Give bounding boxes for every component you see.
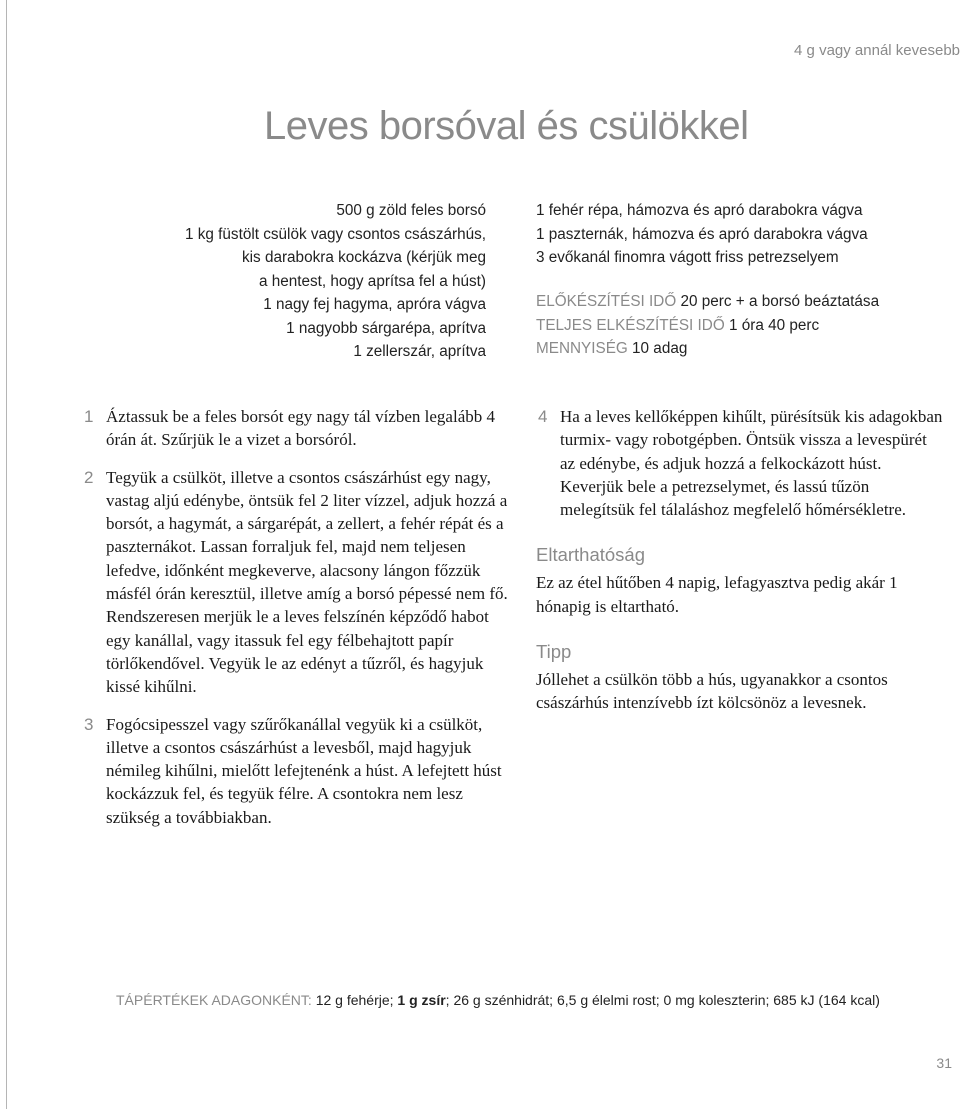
step-number: 4 <box>538 407 548 426</box>
tip-heading: Tipp <box>536 641 572 663</box>
nutrition-protein: 12 g fehérje; <box>315 992 394 1008</box>
yield <box>536 337 956 361</box>
recipe-meta <box>536 290 956 361</box>
tip-section <box>536 640 946 715</box>
storage-heading: Eltarthatóság <box>536 544 646 566</box>
ingredient-item: 1 paszternák, hámozva és apró darabokra vágva <box>536 225 868 243</box>
steps-column-right <box>536 405 946 715</box>
step-text: Ha a leves kellőképpen kihűlt, pürésítsük kis adagokban turmix- vagy robotgépben. Öntsük vissza a levespürét az edénybe, és adjuk hozzá a felkockázott húst. Keverjük bele a petrezselymet, és lassú tűzön melegítsük fel tálaláshoz megfelelő hőmérsékletre. <box>560 407 943 520</box>
yield-label: MENNYISÉG <box>536 340 628 357</box>
nutrition-info <box>116 992 880 1008</box>
ingredient-item: 500 g zöld feles borsó <box>336 202 486 219</box>
step-text: Fogócsipesszel vagy szűrőkanállal vegyük ki a csülköt, illetve a csontos császárhúst a levesből, majd hagyjuk némileg kihűlni, mielőtt lefejtenénk a húst. A lefejtett húst kockázzuk fel, és tegyük félre. A csontokra nem lesz szükség a továbbiakban. <box>106 714 502 827</box>
prep-time-value: 20 perc + a borsó beáztatása <box>680 293 880 310</box>
step-text: Áztassuk be a feles borsót egy nagy tál vízben legalább 4 órán át. Szűrjük le a vizet a borsóról. <box>106 407 495 450</box>
ingredient-item: a hentest, hogy aprítsa fel a húst) <box>258 272 486 290</box>
prep-time-label: ELŐKÉSZÍTÉSI IDŐ <box>536 293 677 310</box>
storage-text: Ez az étel hűtőben 4 napig, lefagyasztva pedig akár 1 hónapig is eltartható. <box>536 573 898 616</box>
total-time-value: 1 óra 40 perc <box>728 316 820 334</box>
prep-time <box>536 290 956 314</box>
ingredient-item: kis darabokra kockázva (kérjük meg <box>242 249 486 266</box>
step-text: Tegyük a csülköt, illetve a csontos császárhúst egy nagy, vastag aljú edénybe, öntsük fel 2 liter vízzel, adjuk hozzá a borsót, a hagymát, a sárgarépát, a zellert, a fehér répát és a paszternákot. Lassan forraljuk fel, majd nem teljesen lefedve, időnként megkeverve, alacsony lángon főzzük másfél órán keresztül, illetve amíg a borsó pépessé nem fő. Rendszeresen merjük le a leves felszínén képződő habot egy kanállal, vagy itassuk fel egy félbehajtott papír törlőkendővel. Vegyük le az edényt a tűzről, és hagyjuk kissé kihűlni. <box>106 467 508 697</box>
step-3 <box>82 713 512 829</box>
steps-column-left <box>82 405 512 843</box>
storage-section <box>536 543 946 618</box>
total-time <box>536 314 956 338</box>
ingredient-item: 1 kg füstölt csülök vagy csontos császárhús, <box>185 225 486 243</box>
ingredients-list-left <box>60 199 486 364</box>
ingredient-item: 1 fehér répa, hámozva és apró darabokra vágva <box>536 202 863 219</box>
ingredient-item: 1 zellerszár, aprítva <box>353 343 486 360</box>
ingredient-item: 1 nagyobb sárgarépa, aprítva <box>286 319 486 337</box>
ingredients-list-right <box>536 199 956 270</box>
step-number: 2 <box>84 467 94 487</box>
nutrition-fat: 1 g zsír <box>397 992 446 1008</box>
header-note: 4 g vagy annál kevesebb <box>794 42 960 59</box>
recipe-title: Leves borsóval és csülökkel <box>264 104 749 148</box>
step-1 <box>82 405 512 452</box>
ingredient-item: 3 evőkanál finomra vágott friss petrezselyem <box>536 249 839 266</box>
step-2 <box>82 466 512 699</box>
nutrition-label: TÁPÉRTÉKEK ADAGONKÉNT: <box>116 992 312 1008</box>
page-number: 31 <box>936 1055 952 1071</box>
tip-text: Jóllehet a csülkön több a hús, ugyanakkor a csontos császárhús intenzívebb ízt kölcsönöz a levesnek. <box>536 670 888 713</box>
page-edge-line <box>6 0 7 1109</box>
nutrition-rest: ; 26 g szénhidrát; 6,5 g élelmi rost; 0 mg koleszterin; 685 kJ (164 kcal) <box>445 992 880 1008</box>
ingredient-item: 1 nagy fej hagyma, apróra vágva <box>263 296 486 313</box>
step-4 <box>536 405 946 521</box>
yield-value: 10 adag <box>632 340 688 357</box>
step-number: 3 <box>84 714 94 734</box>
total-time-label: TELJES ELKÉSZÍTÉSI IDŐ <box>536 316 725 334</box>
step-number: 1 <box>84 407 94 426</box>
